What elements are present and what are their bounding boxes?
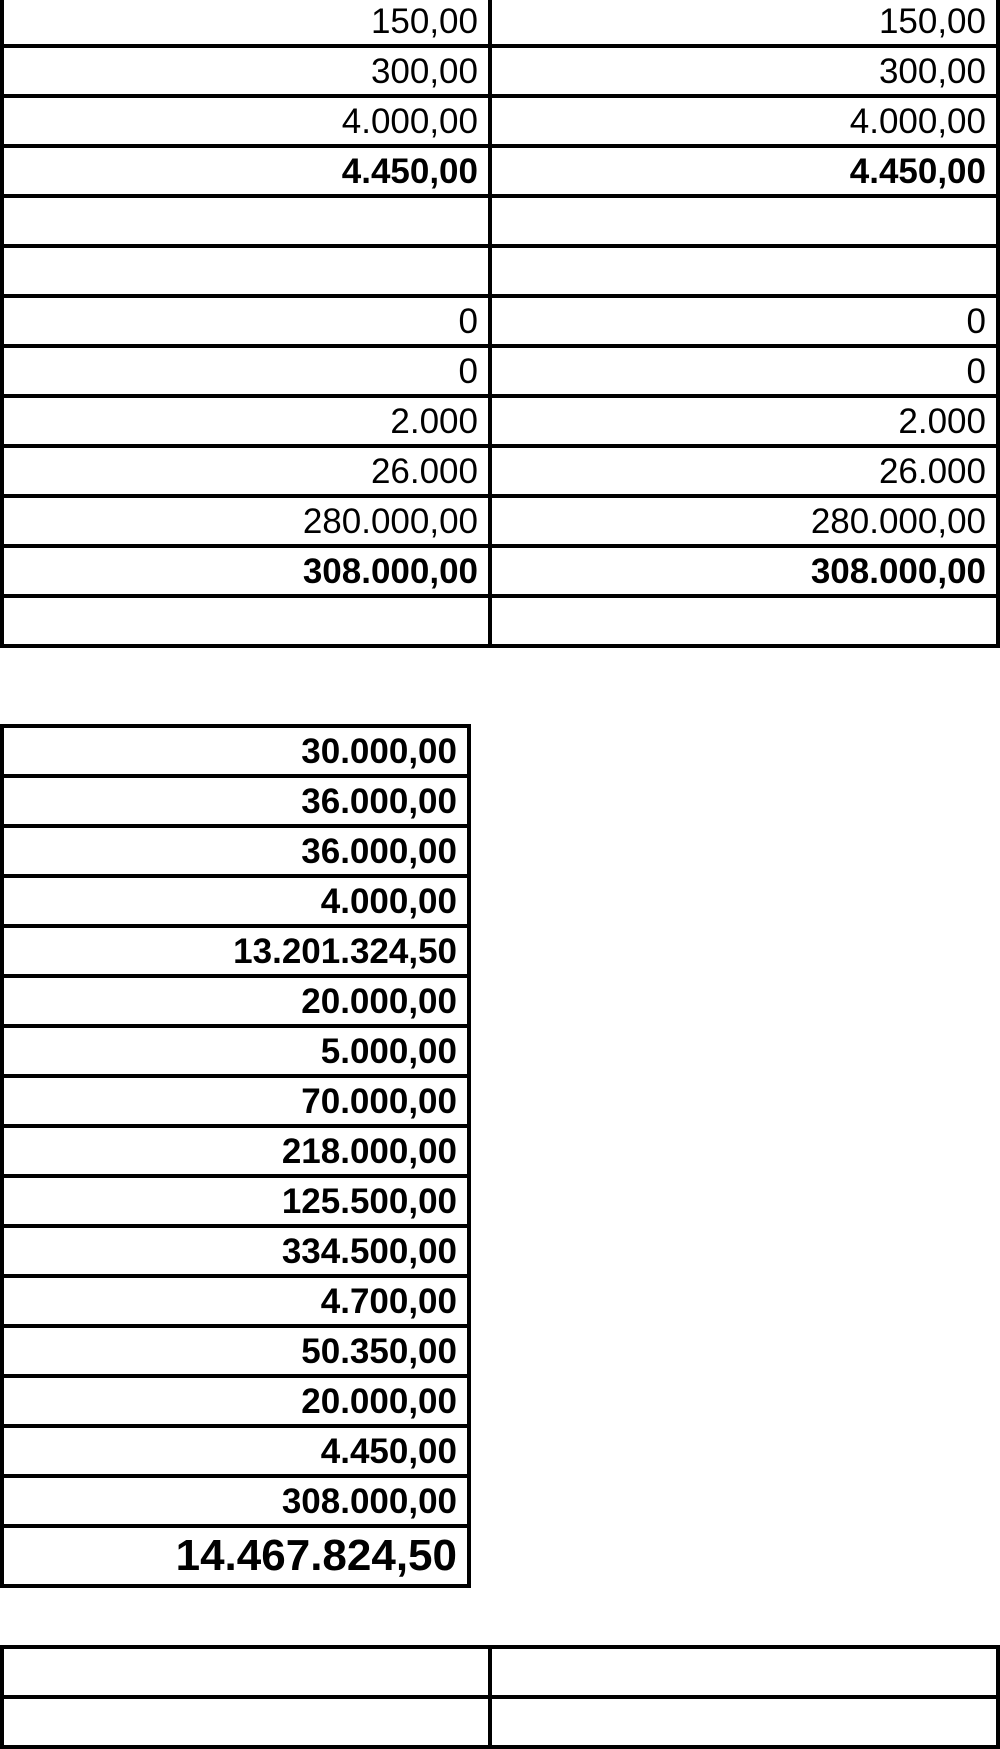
amount-cell-right: 0 (490, 296, 998, 346)
amount-cell-left: 150,00 (2, 0, 490, 46)
table-row (2, 1326, 469, 1376)
amount-cell: 20.000,00 (2, 976, 469, 1026)
amount-cell-right: 4.000,00 (490, 96, 998, 146)
table-row (2, 1697, 998, 1747)
amount-cell-right: 0 (490, 346, 998, 396)
table-row (2, 496, 998, 546)
amount-cell: 13.201.324,50 (2, 926, 469, 976)
table-row (2, 926, 469, 976)
amount-cell-right: 280.000,00 (490, 496, 998, 546)
amount-cell-left: 0 (2, 296, 490, 346)
amount-cell-left: 4.000,00 (2, 96, 490, 146)
detail-amounts-table (0, 724, 471, 1588)
amount-cell: 30.000,00 (2, 726, 469, 776)
empty-cell-right (490, 1697, 998, 1747)
table-row (2, 826, 469, 876)
amount-cell-left (2, 596, 490, 646)
table-row (2, 976, 469, 1026)
table-row (2, 876, 469, 926)
total-row (2, 1526, 469, 1586)
table-row (2, 196, 998, 246)
table-row (2, 246, 998, 296)
empty-cell-left (2, 1697, 490, 1747)
empty-cell-left (2, 1647, 490, 1697)
amount-cell-left: 0 (2, 346, 490, 396)
table-row (2, 726, 469, 776)
amount-cell: 36.000,00 (2, 776, 469, 826)
table-row (2, 1647, 998, 1697)
table-row (2, 1476, 469, 1526)
top-comparison-table (0, 0, 1000, 648)
amount-cell-right (490, 196, 998, 246)
table-row (2, 396, 998, 446)
amount-cell-left: 308.000,00 (2, 546, 490, 596)
amount-cell: 4.700,00 (2, 1276, 469, 1326)
table-row (2, 1076, 469, 1126)
amount-cell-left (2, 196, 490, 246)
amount-cell-left: 4.450,00 (2, 146, 490, 196)
table-row (2, 446, 998, 496)
amount-cell: 36.000,00 (2, 826, 469, 876)
table-row (2, 1276, 469, 1326)
amount-cell-right: 150,00 (490, 0, 998, 46)
amount-cell: 5.000,00 (2, 1026, 469, 1076)
table-row (2, 1126, 469, 1176)
amount-cell: 4.000,00 (2, 876, 469, 926)
amount-cell: 125.500,00 (2, 1176, 469, 1226)
amount-cell: 70.000,00 (2, 1076, 469, 1126)
amount-cell-right: 308.000,00 (490, 546, 998, 596)
table-row (2, 776, 469, 826)
table-row (2, 296, 998, 346)
amount-cell-left (2, 246, 490, 296)
total-amount-cell: 14.467.824,50 (2, 1526, 469, 1586)
amount-cell: 4.450,00 (2, 1426, 469, 1476)
amount-cell: 334.500,00 (2, 1226, 469, 1276)
amount-cell: 50.350,00 (2, 1326, 469, 1376)
amount-cell-left: 280.000,00 (2, 496, 490, 546)
table-row (2, 1376, 469, 1426)
amount-cell: 218.000,00 (2, 1126, 469, 1176)
amount-cell-right (490, 246, 998, 296)
table-row (2, 96, 998, 146)
amount-cell-left: 2.000 (2, 396, 490, 446)
amount-cell-right: 300,00 (490, 46, 998, 96)
bottom-empty-table (0, 1645, 1000, 1749)
table-row (2, 346, 998, 396)
amount-cell-right: 2.000 (490, 396, 998, 446)
table-row (2, 1026, 469, 1076)
amount-cell-right: 26.000 (490, 446, 998, 496)
amount-cell-left: 26.000 (2, 446, 490, 496)
table-row (2, 596, 998, 646)
empty-cell-right (490, 1647, 998, 1697)
table-row (2, 1226, 469, 1276)
amount-cell-right: 4.450,00 (490, 146, 998, 196)
amount-cell: 308.000,00 (2, 1476, 469, 1526)
amount-cell-left: 300,00 (2, 46, 490, 96)
table-row (2, 46, 998, 96)
table-row (2, 1176, 469, 1226)
amount-cell-right (490, 596, 998, 646)
table-row (2, 1426, 469, 1476)
amount-cell: 20.000,00 (2, 1376, 469, 1426)
table-row (2, 0, 998, 46)
table-row (2, 546, 998, 596)
table-row (2, 146, 998, 196)
